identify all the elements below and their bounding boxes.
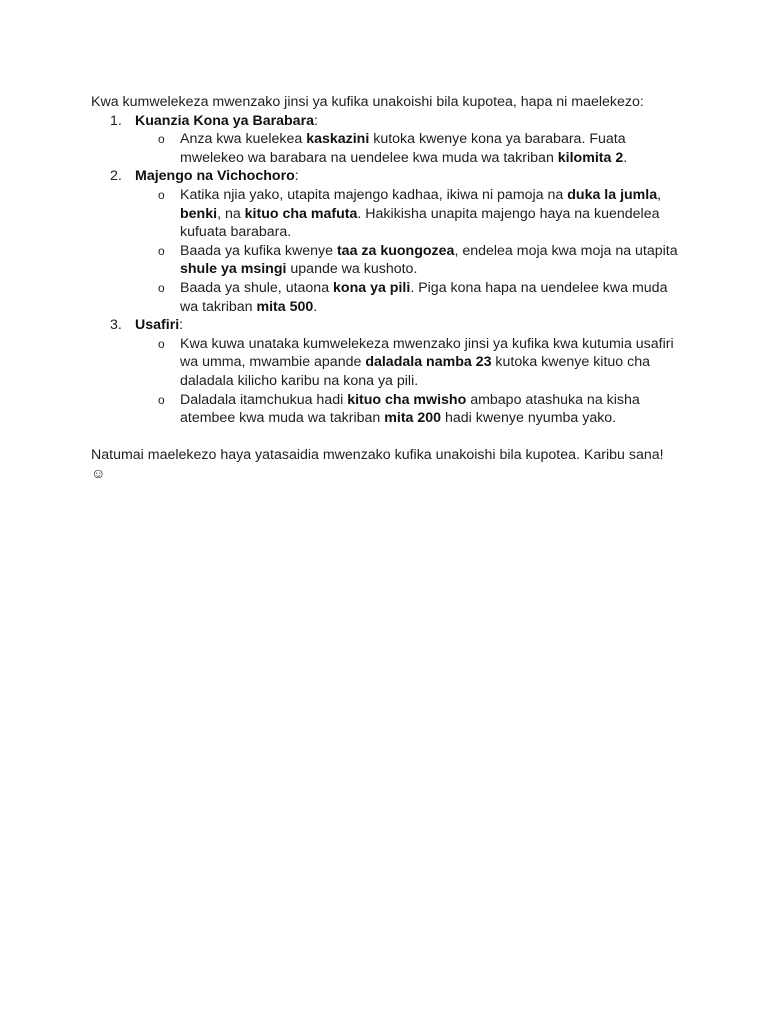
text-run: Baada ya shule, utaona (180, 279, 334, 296)
step-title-colon: : (314, 112, 318, 129)
sub-item (135, 186, 686, 242)
sub-item (135, 130, 686, 167)
bold-text: taa za kuongozea (336, 242, 455, 259)
text-run: ambapo atashuka na kisha atembee kwa muda wa takriban (180, 391, 640, 427)
step-item (91, 316, 691, 428)
text-run: . Piga kona hapa na uendelee kwa muda wa takriban (180, 279, 668, 315)
text-run: Katika njia yako, utapita majengo kadhaa, ikiwa ni pamoja na (180, 186, 568, 203)
step-sublist (135, 186, 691, 316)
bold-text: mita 200 (384, 410, 442, 427)
closing-paragraph: Natumai maelekezo haya yatasaidia mwenzako kufika unakoishi bila kupotea. Karibu sana! ☺ (91, 447, 664, 482)
sub-item (135, 391, 686, 428)
bold-text: kilomita 2 (557, 149, 624, 166)
text-run: upande wa kushoto. (286, 261, 418, 278)
step-sublist (135, 130, 691, 167)
bold-text: kituo cha mafuta (244, 205, 358, 222)
text-run: Kwa kuwa unataka kumwelekeza mwenzako jinsi ya kufika kwa kutumia usafiri wa umma, mwambie apande (180, 335, 674, 371)
hollow-bullet-icon: o (158, 336, 165, 351)
step-title-colon: : (294, 168, 299, 185)
bold-text: kaskazini (306, 131, 370, 148)
step-item (91, 112, 691, 168)
sub-item (135, 335, 686, 391)
step-item (91, 167, 691, 316)
step-number: 1. (110, 112, 122, 129)
step-title: Kuanzia Kona ya Barabara (135, 112, 314, 129)
bold-text: benki (180, 205, 218, 222)
bold-text: shule ya msingi (180, 261, 287, 278)
hollow-bullet-icon: o (158, 187, 165, 202)
text-run: , (657, 186, 662, 203)
intro-paragraph: Kwa kumwelekeza mwenzako jinsi ya kufika unakoishi bila kupotea, hapa ni maelekezo: (91, 94, 644, 110)
text-run: kutoka kwenye kona ya barabara. Fuata mwelekeo wa barabara na uendelee kwa muda wa takriban (180, 131, 626, 166)
text-run: , endelea moja kwa moja na utapita (454, 242, 678, 259)
text-run: Anza kwa kuelekea (180, 131, 307, 148)
text-run: , na (217, 205, 245, 222)
step-sublist (135, 335, 691, 428)
bold-text: kona ya pili (333, 279, 411, 296)
hollow-bullet-icon: o (158, 243, 165, 258)
text-run: . Hakikisha unapita majengo haya na kuendelea kufuata barabara. (180, 205, 660, 241)
hollow-bullet-icon: o (158, 280, 165, 295)
document-body (91, 93, 691, 483)
text-run: hadi kwenye nyumba yako. (441, 410, 617, 427)
sub-item (135, 279, 686, 316)
step-number: 3. (110, 317, 122, 334)
text-run: Baada ya kufika kwenye (180, 242, 337, 259)
text-run: kutoka kwenye kituo cha daladala kilicho karibu na kona ya pili. (180, 354, 650, 389)
step-title: Majengo na Vichochoro (135, 168, 295, 185)
text-run: . (313, 298, 318, 315)
text-run: Daladala itamchukua hadi (180, 391, 348, 408)
bold-text: mita 500 (256, 298, 314, 315)
sub-item (135, 242, 686, 279)
bold-text: daladala namba 23 (365, 354, 492, 371)
directions-list (91, 112, 691, 428)
step-title-colon: : (179, 317, 184, 334)
bold-text: kituo cha mwisho (347, 391, 467, 408)
step-number: 2. (110, 168, 122, 185)
hollow-bullet-icon: o (158, 132, 165, 147)
hollow-bullet-icon: o (158, 392, 165, 407)
bold-text: duka la jumla (567, 186, 658, 203)
text-run: . (623, 149, 628, 166)
step-title: Usafiri (135, 317, 180, 334)
